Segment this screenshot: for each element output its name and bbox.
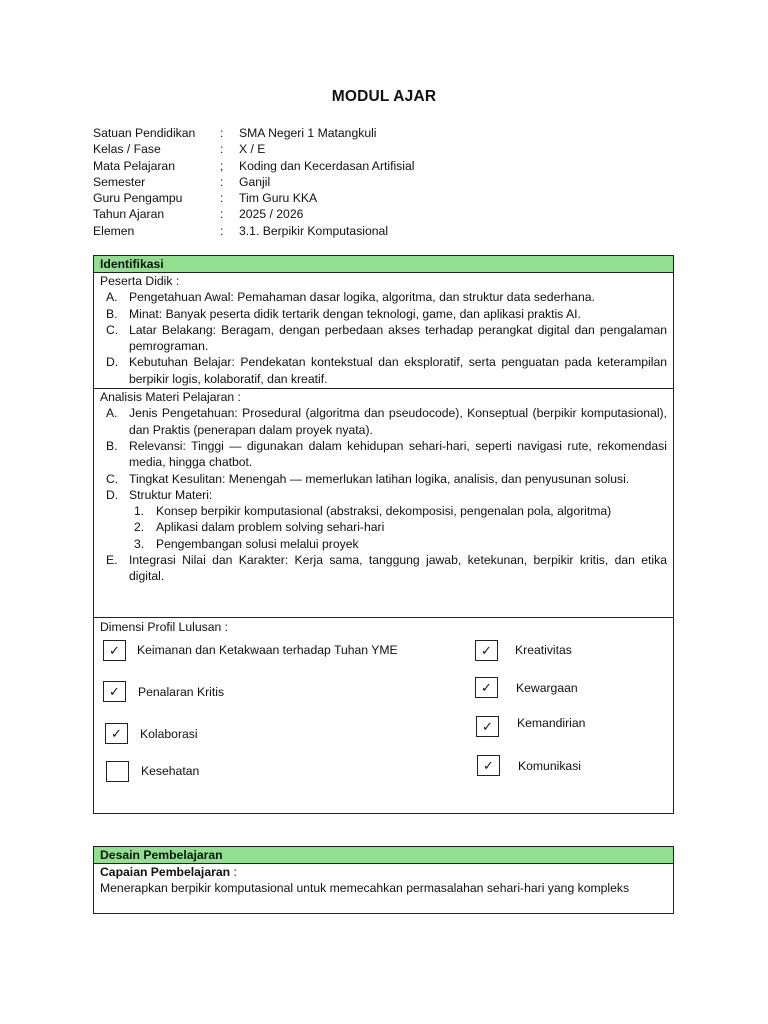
capaian-label-line [100,864,667,880]
list-text: Pengembangan solusi melalui proyek [156,536,359,551]
capaian-label: Capaian Pembelajaran [100,865,231,879]
checkbox-komunikasi[interactable]: ✓ [477,755,500,776]
checkbox-label: Komunikasi [518,759,581,774]
list-item [100,487,667,503]
meta-separator: : [220,191,224,206]
meta-key: Mata Pelajaran [93,158,175,173]
checkbox-label: Kolaborasi [140,727,198,742]
checkbox-kemandirian[interactable]: ✓ [476,716,499,737]
meta-key: Elemen [93,223,135,238]
meta-separator: : [220,207,224,222]
list-text: Minat: Banyak peserta didik tertarik dengan teknologi, game, dan aplikasi praktis AI. [129,306,581,321]
list-text: Latar Belakang: Beragam, dengan perbedaan akses terhadap perangkat digital dan pengalaman pemrograman. [129,322,667,354]
list-text: Jenis Pengetahuan: Prosedural (algoritma dan pseudocode), Konseptual (berpikir komputasional), dan Praktis (penerapan dalam proyek nyata). [129,406,667,437]
checkbox-kolaborasi[interactable]: ✓ [105,723,128,744]
peserta-didik-section [94,273,673,389]
checkbox-label: Kewargaan [516,681,578,696]
list-marker: B. [106,306,118,321]
checkbox-label: Kesehatan [141,764,200,779]
list-item [100,471,667,487]
list-item [100,354,667,387]
meta-row [93,158,693,174]
peserta-didik-label: Peserta Didik : [100,274,180,288]
list-marker: C. [106,471,119,486]
meta-value: SMA Negeri 1 Matangkuli [239,126,377,140]
meta-key: Satuan Pendidikan [93,126,196,140]
meta-separator: : [220,174,224,189]
list-item [100,552,667,585]
capaian-colon: : [230,865,237,879]
list-text: Aplikasi dalam problem solving sehari-hari [156,520,385,535]
sub-list-item [100,536,667,552]
desain-pembelajaran-table [93,846,674,914]
list-item [100,289,667,305]
list-text: Integrasi Nilai dan Karakter: Kerja sama, tanggung jawab, ketekunan, berpikir kritis, dan etika digital. [129,553,667,584]
meta-row [93,174,693,190]
profil-lulusan-label: Dimensi Profil Lulusan : [100,620,229,635]
list-marker: D. [106,355,119,370]
meta-value: 2025 / 2026 [239,207,304,222]
analisis-materi-label: Analisis Materi Pelajaran : [100,390,241,405]
sub-list-item [100,503,667,519]
meta-row [93,141,693,157]
meta-separator: : [220,223,224,238]
desain-pembelajaran-heading: Desain Pembelajaran [94,847,673,864]
checkbox-penalaran-kritis[interactable]: ✓ [103,681,126,702]
checkbox-label: Penalaran Kritis [138,685,225,700]
meta-value: 3.1. Berpikir Komputasional [239,223,389,238]
checkbox-label: Kreativitas [515,643,572,658]
list-text: Pengetahuan Awal: Pemahaman dasar logika, algoritma, dan struktur data sederhana. [129,290,595,305]
list-text: Struktur Materi: [129,487,213,502]
list-marker: B. [106,438,118,453]
list-marker: 1. [134,504,145,519]
capaian-section [94,864,673,897]
list-marker: 3. [134,536,145,551]
identifikasi-table [93,255,674,814]
list-item [100,405,667,438]
meta-separator: : [220,126,224,140]
analisis-materi-section [94,389,673,618]
list-marker: C. [106,322,119,337]
list-item [100,438,667,471]
checkbox-kreativitas[interactable]: ✓ [475,640,498,661]
meta-row [93,125,693,141]
meta-row [93,206,693,222]
list-item [100,322,667,355]
sub-list-item [100,519,667,535]
meta-value: Ganjil [239,174,271,189]
meta-separator: ; [220,158,224,173]
meta-row [93,223,693,239]
meta-value: Tim Guru KKA [239,191,318,206]
list-marker: A. [106,290,118,305]
checkbox-label: Kemandirian [517,716,586,731]
meta-key: Semester [93,174,146,189]
list-text: Tingkat Kesulitan: Menengah — memerlukan latihan logika, analisis, dan penyusunan solusi. [129,471,630,486]
module-metadata [93,125,693,239]
meta-key: Guru Pengampu [93,191,183,206]
meta-key: Tahun Ajaran [93,207,165,222]
document-title: MODUL AJAR [331,88,437,105]
meta-key: Kelas / Fase [93,142,161,157]
list-text: Relevansi: Tinggi — digunakan dalam kehidupan sehari-hari, seperti navigasi rute, rekomendasi media, hingga chatbot. [129,438,667,470]
checkbox-keimanan[interactable]: ✓ [103,640,126,661]
list-text: Kebutuhan Belajar: Pendekatan kontekstual dan eksploratif, serta penguatan pada keterampilan berpikir logis, kolaboratif, dan kreatif. [129,355,667,386]
checkbox-label: Keimanan dan Ketakwaan terhadap Tuhan YME [137,643,398,658]
list-marker: E. [106,553,118,568]
list-marker: A. [106,406,118,421]
list-marker: 2. [134,520,145,535]
meta-separator: : [220,142,224,157]
meta-value: X / E [239,142,266,157]
identifikasi-heading: Identifikasi [94,256,673,273]
meta-value: Koding dan Kecerdasan Artifisial [239,158,415,173]
list-marker: D. [106,487,119,502]
list-text: Konsep berpikir komputasional (abstraksi, dekomposisi, pengenalan pola, algoritma) [156,504,612,519]
meta-row [93,190,693,206]
checkbox-kesehatan[interactable] [106,761,129,782]
checkbox-kewargaan[interactable]: ✓ [475,677,498,698]
list-item [100,306,667,322]
capaian-text: Menerapkan berpikir komputasional untuk memecahkan permasalahan sehari-hari yang kompleks [100,881,630,896]
profil-lulusan-checklist [94,635,673,805]
